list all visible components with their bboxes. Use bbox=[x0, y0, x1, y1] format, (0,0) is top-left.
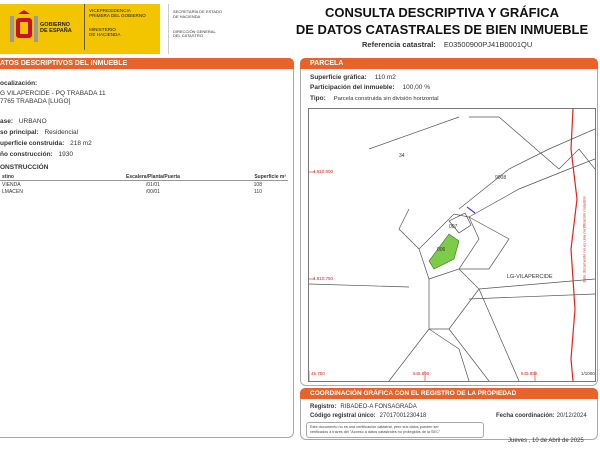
verification-note bbox=[306, 422, 484, 438]
map-drawing bbox=[309, 109, 595, 381]
superficie-field: uperficie construida: 218 m2 bbox=[0, 140, 92, 147]
hacienda-line-3: DIRECCIÓN GENERAL bbox=[173, 28, 216, 34]
uso-field: so principal: Residencial bbox=[0, 129, 79, 136]
anio-field: ño construcción: 1930 bbox=[0, 151, 74, 158]
registro-value: RIBADEO-A FONSAGRADA bbox=[340, 404, 417, 410]
page-title bbox=[292, 4, 592, 38]
coord-bottom-2: 645.800 bbox=[413, 371, 430, 376]
map-scale: 1/1000 bbox=[581, 371, 595, 376]
codigo-field: Código registral único: 27017001230418 bbox=[310, 413, 427, 419]
footer-date: Jueves , 10 de Abril de 2025 bbox=[508, 438, 584, 444]
road-label: LG-VILAPERCIDE bbox=[507, 274, 553, 280]
uso-value: Residencial bbox=[44, 129, 79, 136]
gov-name bbox=[40, 22, 72, 34]
map-label-007: 007 bbox=[449, 224, 458, 230]
ministry-text bbox=[84, 4, 164, 54]
sup-grafica-value: 110 m2 bbox=[374, 74, 396, 81]
title-line-1: CONSULTA DESCRIPTIVA Y GRÁFICA bbox=[324, 5, 559, 20]
coordinacion-header bbox=[300, 388, 598, 399]
superficie-value: 218 m2 bbox=[70, 140, 92, 147]
clase-field: ase: URBANO bbox=[0, 118, 47, 125]
sup-grafica-field: Superficie gráfica: 110 m2 bbox=[310, 74, 396, 81]
localizacion-label: ocalización: bbox=[0, 80, 38, 87]
cell-destino: VIENDA bbox=[2, 181, 21, 188]
hacienda-line-4: DEL CATASTRO bbox=[173, 33, 203, 39]
coord-left-top: 4.810.800 bbox=[313, 169, 334, 174]
map-label-006: 006 bbox=[437, 247, 446, 253]
col-destino: stino bbox=[0, 173, 124, 181]
parcela-header bbox=[300, 58, 598, 69]
ref-label: Referencia catastral: bbox=[362, 40, 436, 49]
ministry-line-4: DE HACIENDA bbox=[89, 32, 121, 38]
anio-value: 1930 bbox=[58, 151, 74, 158]
descriptive-data-header bbox=[0, 58, 294, 69]
hacienda-text bbox=[168, 4, 227, 54]
codigo-value: 27017001230418 bbox=[379, 413, 427, 419]
address-line-1: G VILAPERCIDE - PQ TRABADA 11 bbox=[0, 90, 106, 97]
note-line-1: Este documento no es una certificación catastral, pero sus datos pueden ser bbox=[310, 425, 439, 429]
ministry-line-2: PRIMERA DEL GOBIERNO bbox=[89, 13, 146, 19]
cell-superficie: 110 bbox=[254, 188, 262, 195]
map-label-9008: 9008 bbox=[495, 175, 507, 181]
gov-line-1: GOBIERNO bbox=[40, 22, 70, 28]
map-label-34: 34 bbox=[399, 153, 405, 159]
table-row bbox=[0, 188, 288, 195]
coord-bottom-1: 45.750 bbox=[311, 371, 325, 376]
note-line-2: verificados a través del "Acceso a datos catastrales no protegidos de la SEC" bbox=[310, 430, 441, 434]
ref-value: E03500900PJ41B0001QU bbox=[443, 40, 533, 49]
cell-destino: LMACEN bbox=[2, 188, 23, 195]
tipo-value: Parcela construida sin división horizontal bbox=[333, 96, 439, 102]
participacion-field: Participación del inmueble: 100,00 % bbox=[310, 84, 430, 91]
cell-escalera: /00/01 bbox=[146, 188, 160, 195]
hacienda-line-1: SECRETARÍA DE ESTADO bbox=[173, 9, 222, 14]
table-header-row bbox=[0, 173, 288, 181]
table-row bbox=[0, 181, 288, 189]
descriptive-data-title: ATOS DESCRIPTIVOS DEL INMUEBLE bbox=[0, 60, 128, 67]
descriptive-data-panel bbox=[0, 58, 294, 438]
col-superficie: Superficie m² bbox=[238, 173, 288, 181]
title-line-2: DE DATOS CATASTRALES DE BIEN INMUEBLE bbox=[295, 22, 589, 37]
map-side-text bbox=[577, 121, 591, 361]
registro-field: Registro: RIBADEO-A FONSAGRADA bbox=[310, 404, 417, 410]
coord-left-bottom: 4.810.750 bbox=[313, 276, 334, 281]
clase-value: URBANO bbox=[18, 118, 47, 125]
gov-line-2: DE ESPAÑA bbox=[40, 28, 72, 34]
cell-superficie: 108 bbox=[253, 181, 262, 188]
participacion-value: 100,00 % bbox=[402, 84, 430, 91]
ministry-line-3: MINISTERIO bbox=[89, 26, 116, 32]
fecha-value: 20/12/2024 bbox=[556, 413, 587, 419]
address-line-2: 7765 TRABADA [LUGO] bbox=[0, 98, 71, 105]
cadastral-reference bbox=[362, 40, 592, 49]
construction-table bbox=[0, 173, 288, 195]
tipo-field: Tipo: Parcela construida sin división horizontal bbox=[310, 95, 439, 102]
coat-of-arms-icon bbox=[6, 10, 42, 48]
col-escalera: Escalera/Planta/Puerta bbox=[124, 173, 238, 181]
coordinacion-title: COORDINACIÓN GRÁFICA CON EL REGISTRO DE LA PROPIEDAD bbox=[310, 390, 517, 397]
side-text: Este documento no es una certificación catastral bbox=[581, 196, 587, 283]
construccion-title: ONSTRUCCIÓN bbox=[0, 164, 49, 171]
cell-escalera: /01/01 bbox=[146, 181, 160, 188]
parcela-title: PARCELA bbox=[310, 60, 344, 67]
fecha-field: Fecha coordinación: 20/12/2024 bbox=[496, 413, 587, 419]
ministry-line-1: VICEPRESIDENCIA bbox=[89, 8, 131, 13]
coord-bottom-3: 645.850 bbox=[521, 371, 538, 376]
cadastral-map[interactable] bbox=[308, 108, 596, 382]
hacienda-line-2: DE HACIENDA bbox=[173, 13, 201, 19]
